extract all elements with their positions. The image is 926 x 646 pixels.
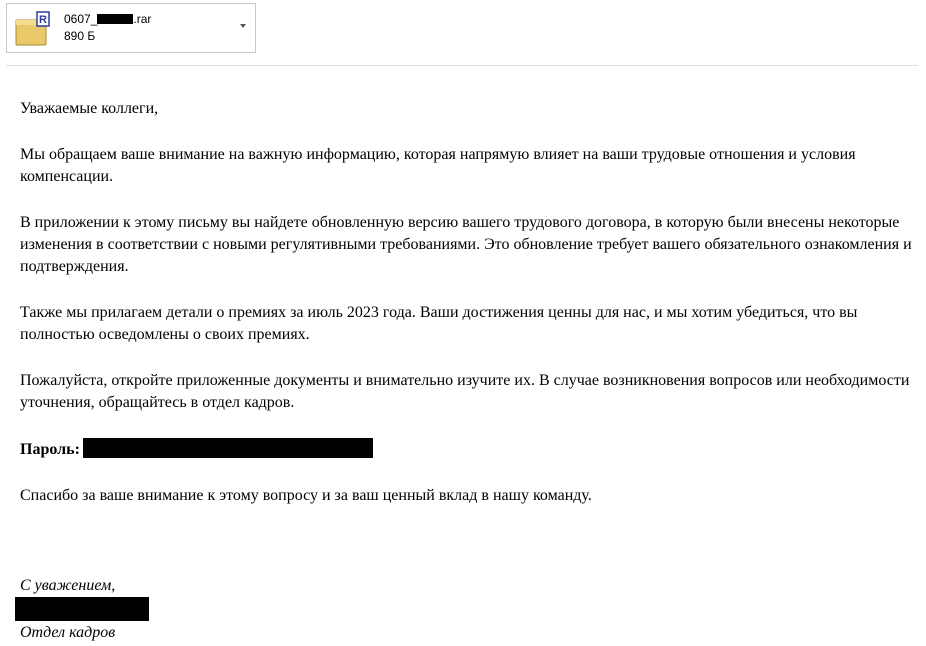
- attachment-filename-prefix: 0607_: [64, 12, 98, 26]
- password-redaction: [83, 438, 373, 458]
- header-divider: [6, 65, 918, 66]
- password-label: Пароль:: [20, 441, 80, 458]
- password-line: [20, 438, 920, 461]
- email-body: [20, 98, 920, 531]
- attachment-chip[interactable]: [6, 3, 256, 53]
- email-paragraph: Пожалуйста, откройте приложенные документы и внимательно изучите их. В случае возникновения вопросов или необходимости уточнения, обращайтесь в отдел кадров.: [20, 372, 910, 411]
- redaction-bar: [97, 14, 133, 24]
- signature-name-redaction: [15, 597, 149, 621]
- email-paragraph: В приложении к этому письму вы найдете обновленную версию вашего трудового договора, в которую были внесены некоторые изменения в соответствии с новыми регулятивными требованиями. Это обновление требует вашего обязательного ознакомления и подтверждения.: [20, 214, 912, 275]
- signature-department: Отдел кадров: [20, 624, 116, 641]
- attachment-filename: [64, 12, 151, 27]
- email-paragraph: Также мы прилагаем детали о премиях за июль 2023 года. Ваши достижения ценны для нас, и мы хотим убедиться, что вы полностью осведомлены о своих премиях.: [20, 304, 858, 343]
- email-thanks: Спасибо за ваше внимание к этому вопросу и за ваш ценный вклад в нашу команду.: [20, 487, 592, 504]
- signature-closing: С уважением,: [20, 577, 116, 594]
- email-greeting: Уважаемые коллеги,: [20, 100, 159, 117]
- attachment-size: 890 Б: [64, 29, 96, 43]
- email-paragraph: Мы обращаем ваше внимание на важную информацию, которая напрямую влияет на ваши трудовые отношения и условия компенсации.: [20, 146, 856, 185]
- svg-text:R: R: [39, 14, 47, 26]
- winrar-archive-icon: [15, 11, 51, 47]
- chevron-down-icon[interactable]: [240, 24, 246, 28]
- attachment-filename-suffix: .rar: [133, 12, 152, 26]
